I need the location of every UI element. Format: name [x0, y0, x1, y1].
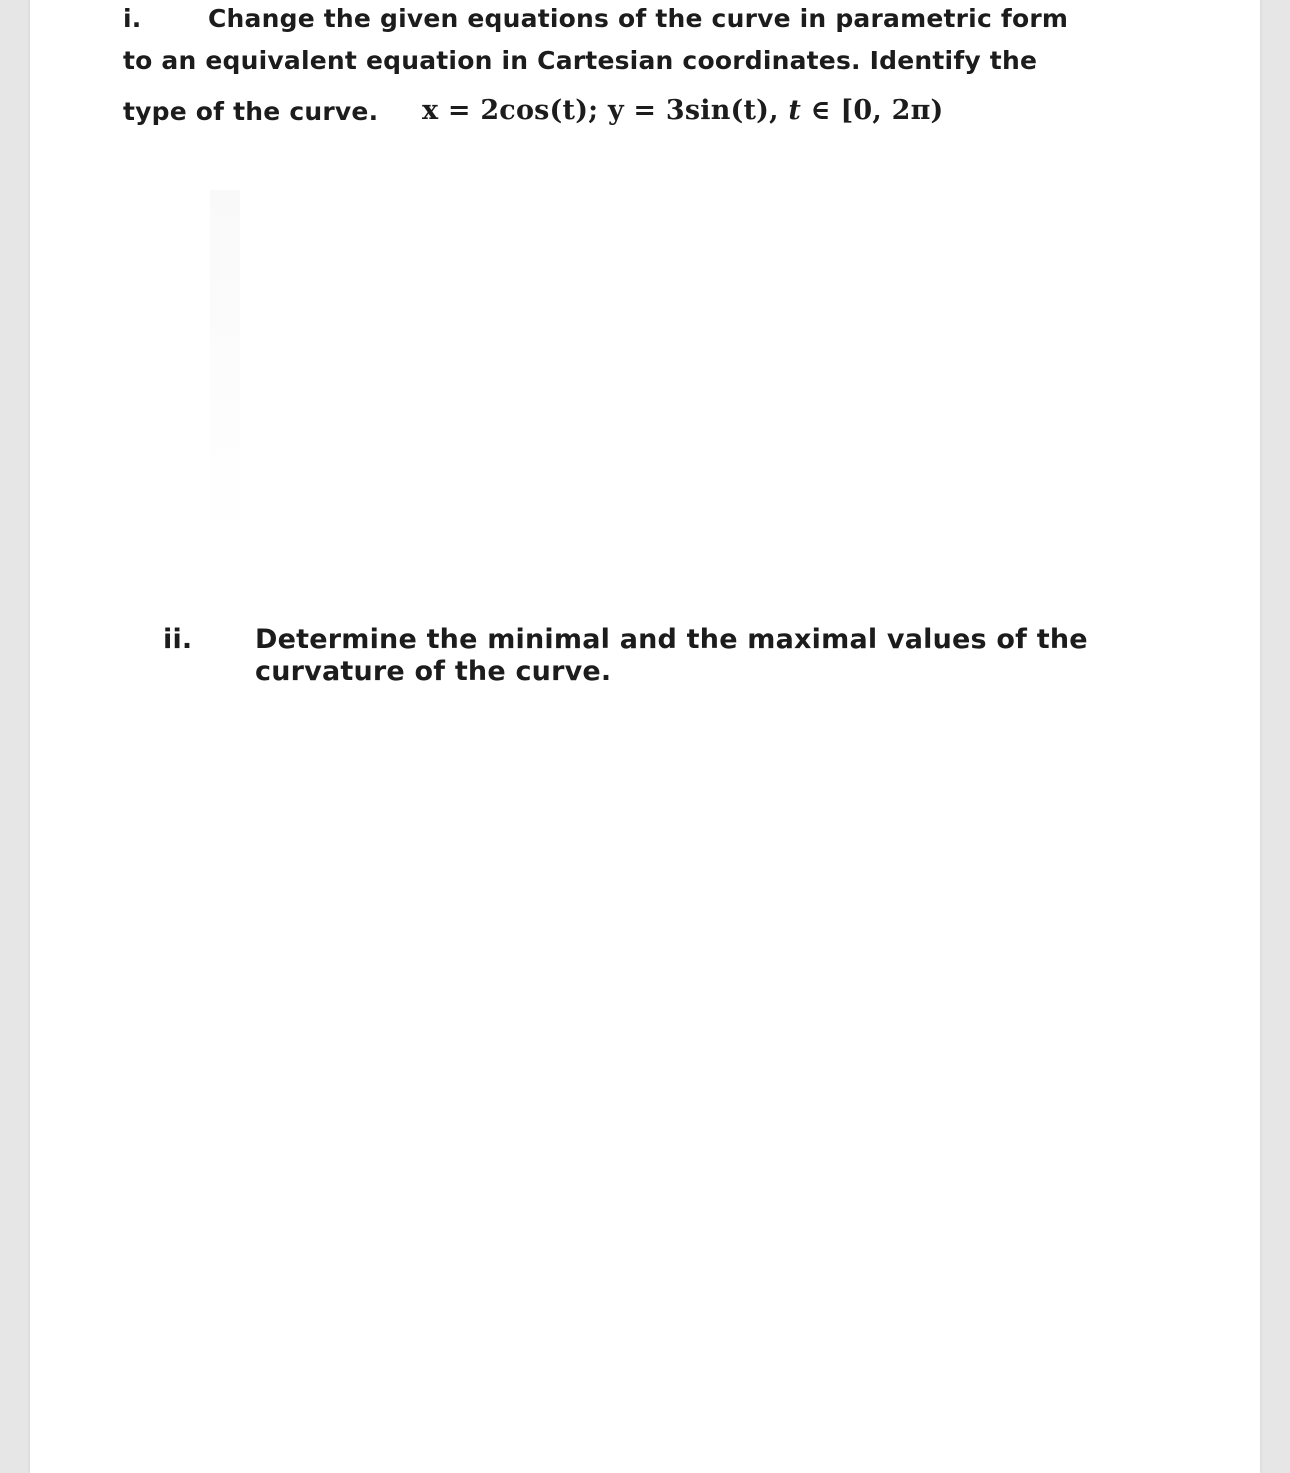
worksheet-page — [30, 0, 1260, 1473]
equation-t-symbol: t — [788, 95, 802, 126]
equation-xy: x = 2cos(t); y = 3sin(t), — [422, 95, 779, 126]
equation-domain: ∈ [0, 2π) — [810, 95, 944, 126]
question-ii-line1: Determine the minimal and the maximal values of the — [255, 624, 1088, 655]
question-i-line2: to an equivalent equation in Cartesian coordinates. Identify the — [123, 46, 1038, 75]
question-ii-line2: curvature of the curve. — [255, 656, 612, 687]
faint-bleed-through — [210, 190, 240, 550]
question-i-line1: Change the given equations of the curve in parametric form — [208, 4, 1069, 33]
question-i-line3: type of the curve. — [123, 97, 379, 126]
parametric-equation — [422, 95, 944, 126]
question-ii-label: ii. — [163, 624, 193, 655]
question-i-label: i. — [123, 4, 142, 33]
